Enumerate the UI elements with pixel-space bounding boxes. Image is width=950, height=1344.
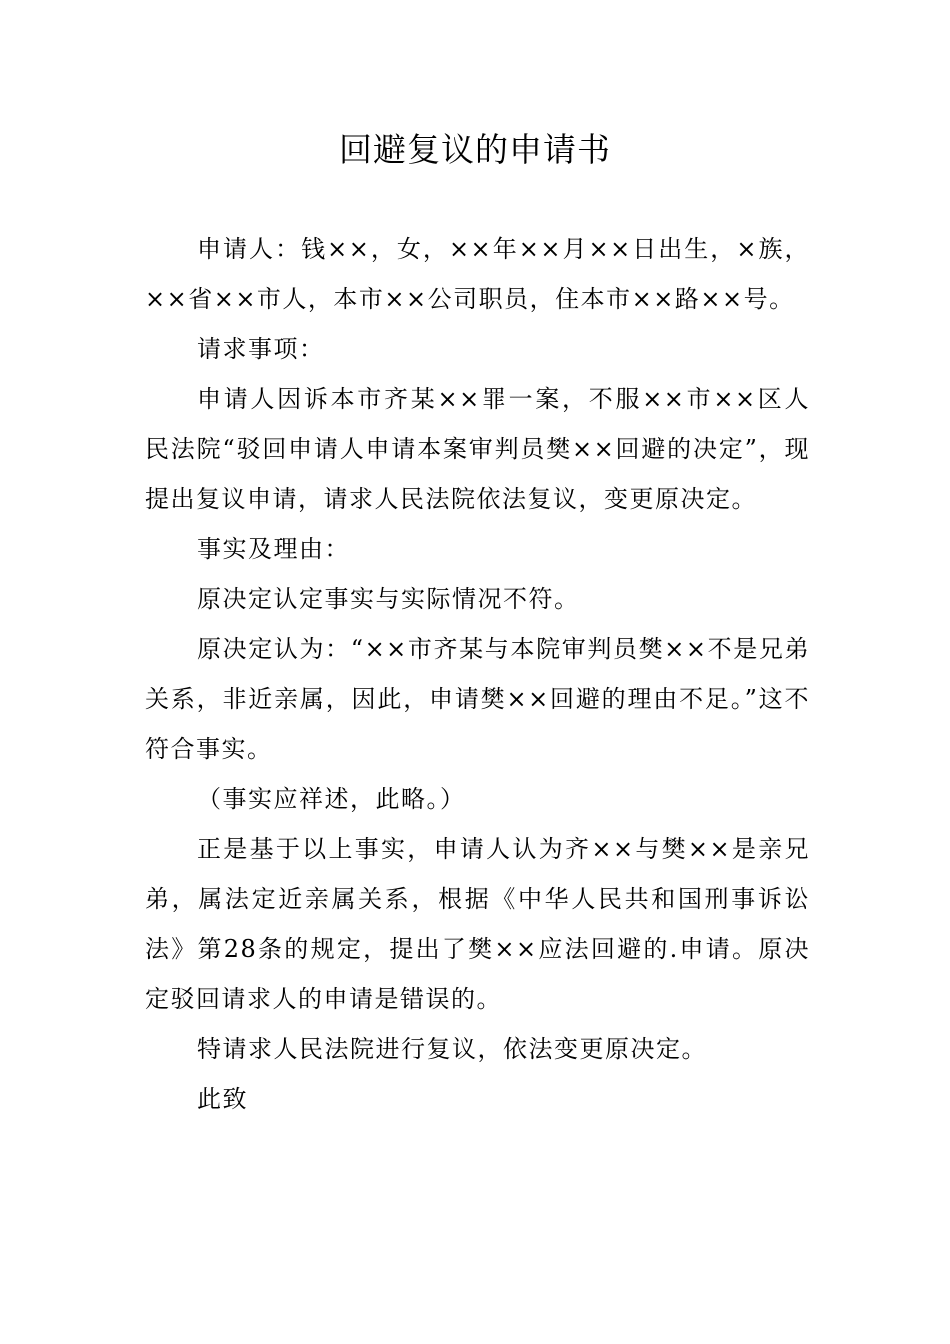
paragraph-original-decision: 原决定认为：“××市齐某与本院审判员樊××不是兄弟关系，非近亲属，因此，申请樊××回避的理由不足。”这不符合事实。 — [145, 635, 810, 763]
paragraph-omitted-note: （事实应祥述，此略。） — [197, 785, 466, 813]
paragraph-applicant-info: 申请人：钱××，女，××年××月××日出生，×族，××省××市人，本市××公司职员，住本市××路××号。 — [145, 235, 810, 313]
paragraph-request-content: 申请人因诉本市齐某××罪一案，不服××市××区人民法院“驳回申请人申请本案审判员樊××回避的决定”，现提出复议申请，请求人民法院依法复议，变更原决定。 — [145, 385, 810, 513]
document-title: 回避复议的申请书 — [339, 130, 611, 169]
paragraph-legal-basis: 正是基于以上事实，申请人认为齐××与樊××是亲兄弟，属法定近亲属关系，根据《中华人民共和国刑事诉讼法》第28条的规定，提出了樊××应法回避的.申请。原决定驳回请求人的申请是错误的。 — [145, 835, 810, 1013]
paragraph-facts-heading: 事实及理由： — [197, 535, 350, 563]
paragraph-request-heading: 请求事项： — [197, 335, 325, 363]
paragraph-closing: 此致 — [197, 1085, 248, 1113]
paragraph-request-review: 特请求人民法院进行复议，依法变更原决定。 — [197, 1035, 707, 1063]
document-body — [145, 224, 810, 1124]
paragraph-facts-summary: 原决定认定事实与实际情况不符。 — [197, 585, 580, 613]
